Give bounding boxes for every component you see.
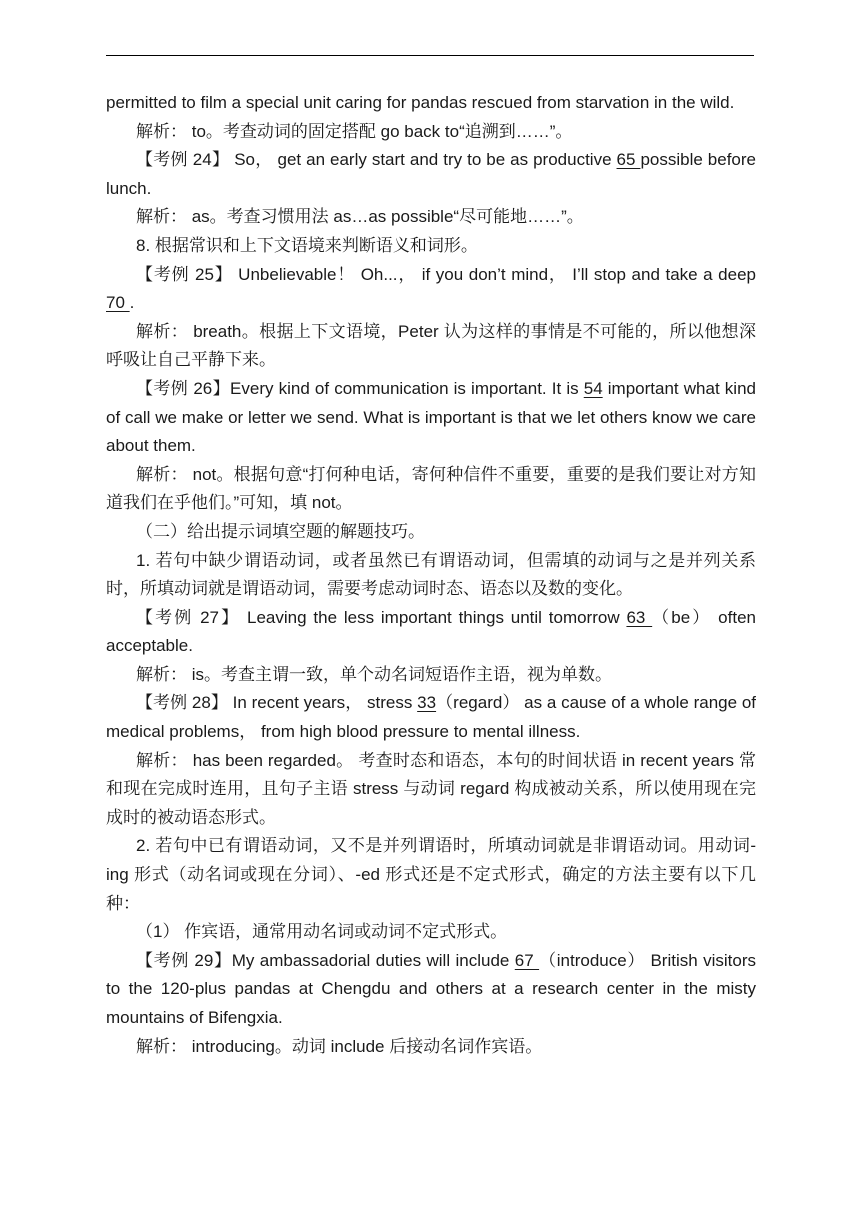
text-run: 1. 若句中缺少谓语动词，或者虽然已有谓语动词，但需填的动词与之是并列关系时，所填动词就是谓语动词，需要考虑动词时态、语态以及数的变化。 [106,550,756,599]
text-run: （1） 作宾语，通常用动名词或动词不定式形式。 [136,922,508,942]
paragraph-p2 [106,118,756,147]
text-run: （introduce） British visitors to the 120-plus pandas at Chengdu and others at a research center in the misty mountains of Bifengxia. [106,950,756,1027]
paragraph-p6 [106,261,756,318]
paragraph-p4 [106,203,756,232]
document-body [106,89,756,1061]
text-run: 解析： breath。根据上下文语境，Peter 认为这样的事情是不可能的，所以他想深呼吸让自己平静下来。 [106,321,756,370]
text-run: （be） often acceptable. [106,607,756,656]
text-run: 解析： as。考查习惯用法 as…as possible“尽可能地……”。 [136,207,584,227]
paragraph-p10 [106,518,756,547]
text-run: （二）给出提示词填空题的解题技巧。 [136,521,425,541]
paragraph-p9 [106,461,756,518]
text-run: 2. 若句中已有谓语动词，又不是并列谓语时，所填动词就是非谓语动词。用动词-ing 形式（动名词或现在分词）、-ed 形式还是不定式形式，确定的方法主要有以下几种： [106,836,756,913]
paragraph-p18 [106,947,756,1033]
blank-number: 67 [514,950,540,970]
text-run: 8. 根据常识和上下文语境来判断语义和词形。 [136,235,478,255]
blank-number: 65 [616,150,641,170]
text-run: 【考例 24】 So， get an early start and try to be as productive [136,150,617,170]
paragraph-p15 [106,747,756,833]
text-run: 解析： to。考查动词的固定搭配 go back to“追溯到……”。 [136,121,573,141]
paragraph-p12 [106,604,756,661]
text-run: permitted to film a special unit caring for pandas rescued from starvation in the wild. [106,93,735,112]
paragraph-p19 [106,1033,756,1062]
blank-number: 70 [106,293,130,313]
text-run: 【考例 26】Every kind of communication is important. It is [136,378,584,398]
paragraph-p5 [106,232,756,261]
blank-number: 54 [583,378,603,398]
paragraph-p13 [106,661,756,690]
paragraph-p1 [106,89,756,118]
text-run: important what kind of call we make or letter we send. What is important is that we let others know we care about them. [106,378,756,456]
text-run: 【考例 28】 In recent years， stress [136,693,418,713]
text-run: 解析： introducing。动词 include 后接动名词作宾语。 [136,1036,543,1056]
blank-number: 63 [626,607,653,627]
text-run: 【考例 29】My ambassadorial duties will include [136,950,515,970]
header-rule [106,55,754,56]
text-run: （regard） as a cause of a whole range of medical problems， from high blood pressure to mental illness. [106,693,757,742]
text-run: 解析： has been regarded。 考查时态和语态，本句的时间状语 in recent years 常和现在完成时连用，且句子主语 stress 与动词 regard 构成被动关系，所以使用现在完成时的被动语态形式。 [106,750,756,827]
text-run: 解析： not。根据句意“打何种电话，寄何种信件不重要，重要的是我们要让对方知道我们在乎他们。”可知，填 not。 [106,464,756,513]
text-run: possible before lunch. [106,150,756,198]
paragraph-p3 [106,146,756,203]
paragraph-p11 [106,547,756,604]
text-run: 解析： is。考查主谓一致，单个动名词短语作主语，视为单数。 [136,664,612,684]
paragraph-p16 [106,832,756,918]
text-run: 【考例 27】 Leaving the less important things until tomorrow [136,607,627,627]
paragraph-p7 [106,318,756,375]
paragraph-p14 [106,689,756,746]
blank-number: 33 [417,693,437,713]
paragraph-p17 [106,918,756,947]
text-run: 【考例 25】 Unbelievable！ Oh...， if you don’t mind， I’ll stop and take a deep [136,264,756,284]
text-run: . [129,293,135,313]
paragraph-p8 [106,375,756,461]
